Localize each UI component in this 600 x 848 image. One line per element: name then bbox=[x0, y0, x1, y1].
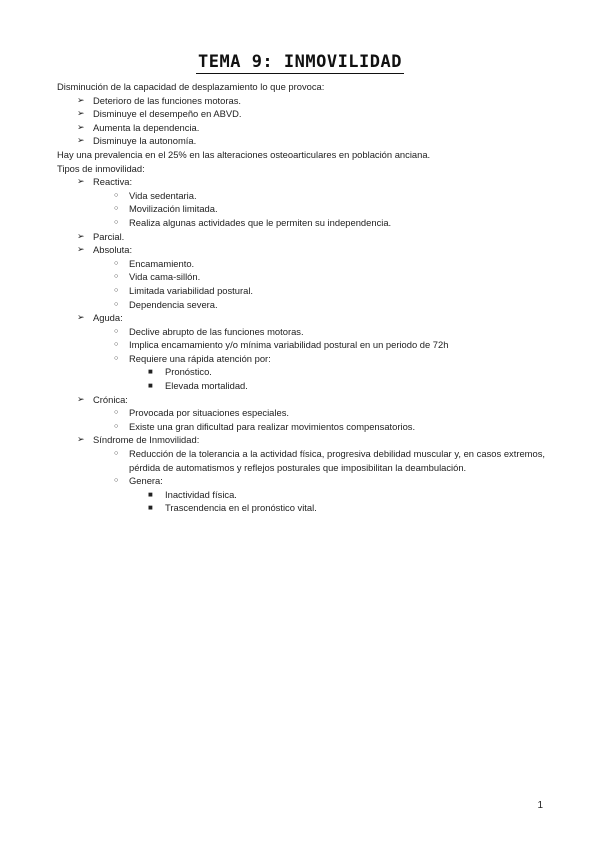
circle-bullet-icon: ○ bbox=[114, 477, 119, 485]
bullet-item bbox=[57, 338, 545, 352]
arrow-bullet-icon: ➢ bbox=[77, 393, 85, 404]
bullet-item bbox=[57, 420, 545, 434]
bullet-item bbox=[57, 352, 545, 366]
bullet-text: Síndrome de Inmovilidad: bbox=[93, 434, 200, 446]
bullet-item bbox=[57, 379, 545, 393]
page-number: 1 bbox=[537, 800, 543, 811]
bullet-item bbox=[57, 284, 545, 298]
text-line: Disminución de la capacidad de desplazamiento lo que provoca: bbox=[57, 81, 325, 92]
bullet-item bbox=[57, 365, 545, 379]
circle-bullet-icon: ○ bbox=[114, 341, 119, 349]
bullet-item bbox=[57, 202, 545, 216]
arrow-bullet-icon: ➢ bbox=[77, 176, 85, 187]
circle-bullet-icon: ○ bbox=[114, 354, 119, 362]
bullet-item bbox=[57, 311, 545, 325]
bullet-text: Absoluta: bbox=[93, 244, 133, 256]
bullet-item bbox=[57, 488, 545, 502]
arrow-bullet-icon: ➢ bbox=[77, 244, 85, 255]
circle-bullet-icon: ○ bbox=[114, 409, 119, 417]
bullet-item bbox=[57, 107, 545, 121]
bullet-text: Aguda: bbox=[93, 312, 123, 324]
bullet-item bbox=[57, 447, 545, 474]
bullet-text: Realiza algunas actividades que le permiten su independencia. bbox=[129, 216, 392, 228]
bullet-item bbox=[57, 270, 545, 284]
arrow-bullet-icon: ➢ bbox=[77, 135, 85, 146]
bullet-item bbox=[57, 393, 545, 407]
bullet-text: Dependencia severa. bbox=[129, 298, 218, 310]
circle-bullet-icon: ○ bbox=[114, 327, 119, 335]
bullet-text: Existe una gran dificultad para realizar movimientos compensatorios. bbox=[129, 420, 416, 432]
bullet-item bbox=[57, 257, 545, 271]
bullet-item bbox=[57, 243, 545, 257]
arrow-bullet-icon: ➢ bbox=[77, 312, 85, 323]
arrow-bullet-icon: ➢ bbox=[77, 108, 85, 119]
bullet-item bbox=[57, 474, 545, 488]
bullet-text: Limitada variabilidad postural. bbox=[129, 284, 254, 296]
bullet-item bbox=[57, 189, 545, 203]
bullet-item bbox=[57, 134, 545, 148]
circle-bullet-icon: ○ bbox=[114, 191, 119, 199]
bullet-text: Disminuye el desempeño en ABVD. bbox=[93, 108, 242, 120]
square-bullet-icon: ■ bbox=[148, 489, 153, 499]
bullet-item bbox=[57, 94, 545, 108]
bullet-item bbox=[57, 230, 545, 244]
square-bullet-icon: ■ bbox=[148, 367, 153, 377]
bullet-item bbox=[57, 175, 545, 189]
text-line: Hay una prevalencia en el 25% en las alteraciones osteoarticulares en población anciana. bbox=[57, 148, 431, 160]
bullet-item bbox=[57, 216, 545, 230]
circle-bullet-icon: ○ bbox=[114, 300, 119, 308]
bullet-text: Deterioro de las funciones motoras. bbox=[93, 94, 241, 106]
bullet-text: Crónica: bbox=[93, 393, 128, 405]
arrow-bullet-icon: ➢ bbox=[77, 434, 85, 445]
document-body bbox=[57, 80, 545, 515]
bullet-text: Reducción de la tolerancia a la actividad física, progresiva debilidad muscular y, en casos extremos, pérdida de automatismos y reflejos posturales que imposibilitan la deambulación. bbox=[129, 448, 545, 473]
bullet-item bbox=[57, 433, 545, 447]
bullet-item bbox=[57, 298, 545, 312]
circle-bullet-icon: ○ bbox=[114, 273, 119, 281]
bullet-text: Genera: bbox=[129, 475, 163, 487]
circle-bullet-icon: ○ bbox=[114, 422, 119, 430]
bullet-text: Trascendencia en el pronóstico vital. bbox=[165, 502, 317, 514]
page-title-text: TEMA 9: INMOVILIDAD bbox=[198, 52, 402, 72]
bullet-text: Provocada por situaciones especiales. bbox=[129, 407, 289, 419]
bullet-text: Reactiva: bbox=[93, 176, 133, 188]
bullet-item bbox=[57, 121, 545, 135]
bullet-text: Aumenta la dependencia. bbox=[93, 121, 200, 133]
bullet-item bbox=[57, 501, 545, 515]
square-bullet-icon: ■ bbox=[148, 381, 153, 391]
square-bullet-icon: ■ bbox=[148, 503, 153, 513]
page-title bbox=[0, 52, 600, 72]
bullet-text: Pronóstico. bbox=[165, 366, 212, 378]
circle-bullet-icon: ○ bbox=[114, 259, 119, 267]
bullet-text: Declive abrupto de las funciones motoras. bbox=[129, 325, 304, 337]
circle-bullet-icon: ○ bbox=[114, 205, 119, 213]
text-line: Tipos de inmovilidad: bbox=[57, 162, 145, 174]
bullet-text: Disminuye la autonomía. bbox=[93, 135, 197, 147]
bullet-text: Requiere una rápida atención por: bbox=[129, 352, 271, 364]
arrow-bullet-icon: ➢ bbox=[77, 230, 85, 241]
bullet-text: Encamamiento. bbox=[129, 257, 195, 269]
bullet-text: Vida cama-sillón. bbox=[129, 271, 201, 283]
circle-bullet-icon: ○ bbox=[114, 450, 119, 458]
circle-bullet-icon: ○ bbox=[114, 218, 119, 226]
bullet-text: Elevada mortalidad. bbox=[165, 380, 248, 392]
bullet-item bbox=[57, 406, 545, 420]
bullet-text: Movilización limitada. bbox=[129, 203, 218, 215]
arrow-bullet-icon: ➢ bbox=[77, 94, 85, 105]
bullet-item bbox=[57, 325, 545, 339]
arrow-bullet-icon: ➢ bbox=[77, 121, 85, 132]
circle-bullet-icon: ○ bbox=[114, 286, 119, 294]
bullet-text: Vida sedentaria. bbox=[129, 189, 197, 201]
bullet-text: Inactividad física. bbox=[165, 488, 237, 500]
bullet-text: Parcial. bbox=[93, 230, 125, 242]
bullet-text: Implica encamamiento y/o mínima variabilidad postural en un periodo de 72h bbox=[129, 339, 449, 351]
